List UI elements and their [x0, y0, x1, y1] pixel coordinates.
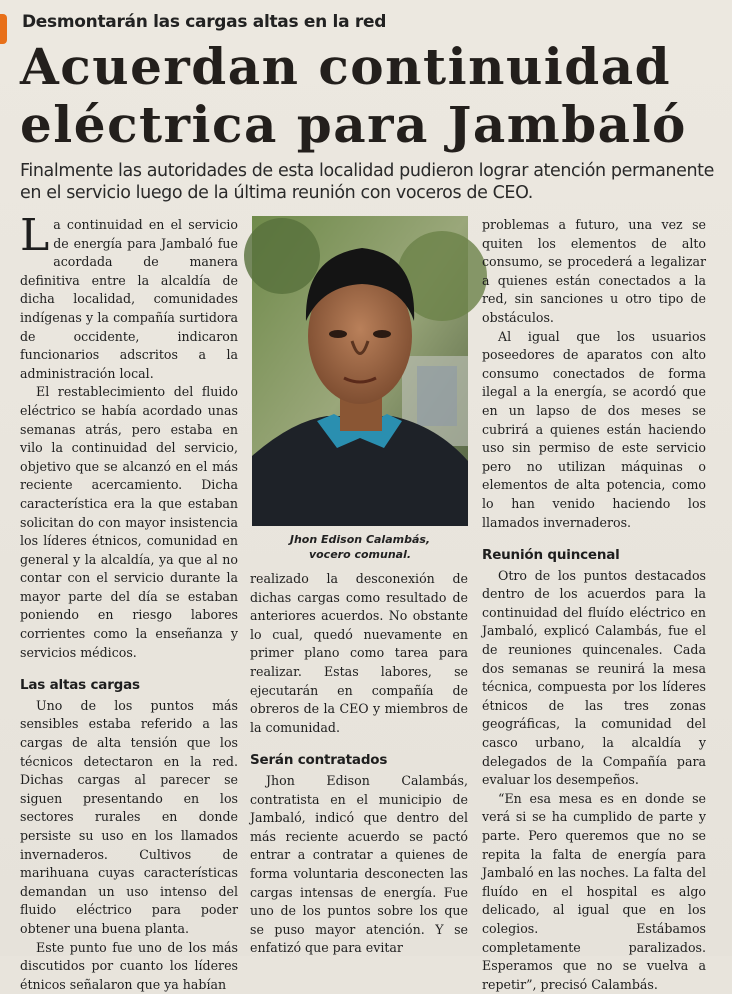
article-column-3 [482, 216, 706, 994]
photo-caption [252, 532, 468, 562]
deck-subtitle: Finalmente las autoridades de esta localidad pudieron lograr atención permanente en el servicio luego de la última reunión con voceros de CEO. [20, 161, 714, 203]
drop-cap: L [20, 210, 50, 261]
section-marker [0, 14, 7, 44]
caption-line: vocero comunal. [308, 548, 412, 561]
headline-line-2: eléctrica para Jambaló [20, 95, 687, 154]
paragraph: Este punto fue uno de los más discutidos por cuanto los líderes étnicos señalaron que ya habían [20, 939, 238, 992]
subheading: Serán contratados [250, 752, 388, 769]
paragraph: Uno de los puntos más sensibles estaba referido a las cargas de alta tensión que los técnicos detectaron en la red. Dichas cargas al parecer se siguen presentando en los sectores rurales en donde persiste su uso en los llamados invernaderos. Cultivos de marihuana cuyas características demandan un uso intenso del fluido eléctrico para poder obtener una buena planta. [20, 697, 238, 936]
article-column-2 [250, 570, 468, 958]
paragraph: El restablecimiento del fluido eléctrico se había acordado unas semanas atrás, pero estaba en vilo la continuidad del servicio, objetivo que se alcanzó en el más reciente acercamiento. Dicha característica era la que estaban solicitan do con mayor insistencia los líderes étnicos, comunidad en general y la alcaldía, ya que al no contar con el servicio durante la mayor parte del día se estaban poniendo en riesgo labores corrientes como la enseñanza y servicios médicos. [20, 384, 238, 660]
subheading: Las altas cargas [20, 677, 140, 694]
paragraph: problemas a futuro, una vez se quiten los elementos de alto consumo, se procederá a legalizar a quienes están conectados a la red, sin sanciones u otro tipo de obstáculos. [482, 217, 706, 325]
paragraph: “En esa mesa es en donde se verá si se ha cumplido de parte y parte. Pero queremos que no se repita la falta de energía para Jambaló en las noches. La falta del fluído en el hospital es algo delicado, al igual que en los colegios. Estábamos completamente paralizados. Esperamos que no se vuelva a repetir”, precisó Calambás. [482, 790, 706, 992]
portrait-photo [252, 216, 468, 526]
kicker: Desmontarán las cargas altas en la red [22, 12, 387, 32]
headline-line-1: Acuerdan continuidad [20, 37, 672, 96]
paragraph: Otro de los puntos destacados dentro de los acuerdos para la continuidad del fluído eléctrico en Jambaló, explicó Calambás, fue el de reuniones quincenales. Cada dos semanas se reunirá la mesa técnica, compuesta por los líderes étnicos de las tres zonas geográficas, la comunidad del casco urbano, la alcaldía y delegados de la Compañía para evaluar los desempeños. [482, 567, 706, 788]
paragraph: realizado la desconexión de dichas cargas como resultado de anteriores acuerdos. No obstante lo cual, quedó nuevamente en primer plano como tarea para realizar. Estas labores, se ejecutarán en compañía de obreros de la CEO y miembros de la comunidad. [250, 571, 468, 735]
portrait-illustration [252, 216, 468, 526]
paragraph: La continuidad en el servicio de energía para Jambaló fue acordada de manera definitiva entre la alcaldía de dicha localidad, comunidades indígenas y la compañía surtidora de occidente, indicaron funcionarios adscritos a la administración local. [20, 210, 238, 381]
article-column-1 [20, 210, 238, 994]
paragraph: Jhon Edison Calambás, contratista en el municipio de Jambaló, indicó que dentro del más reciente acuerdo se pactó entrar a contratar a quienes de forma voluntaria desconecten las cargas intensas de energía. Fue uno de los puntos sobre los que se puso mayor atención. Y se enfatizó que para evitar [250, 772, 468, 956]
caption-line: Jhon Edison Calambás, [289, 533, 431, 546]
subheading: Reunión quincenal [482, 547, 620, 564]
headline [20, 38, 720, 154]
paragraph: Al igual que los usuarios poseedores de aparatos con alto consumo conectados de forma ilegal a la energía, se acordó que en un lapso de dos meses se cubrirá a quienes están haciendo uso sin permiso de este servicio pero no utilizan máquinas o elementos de alta potencia, como lo han venido haciendo los llamados invernaderos. [482, 328, 706, 530]
